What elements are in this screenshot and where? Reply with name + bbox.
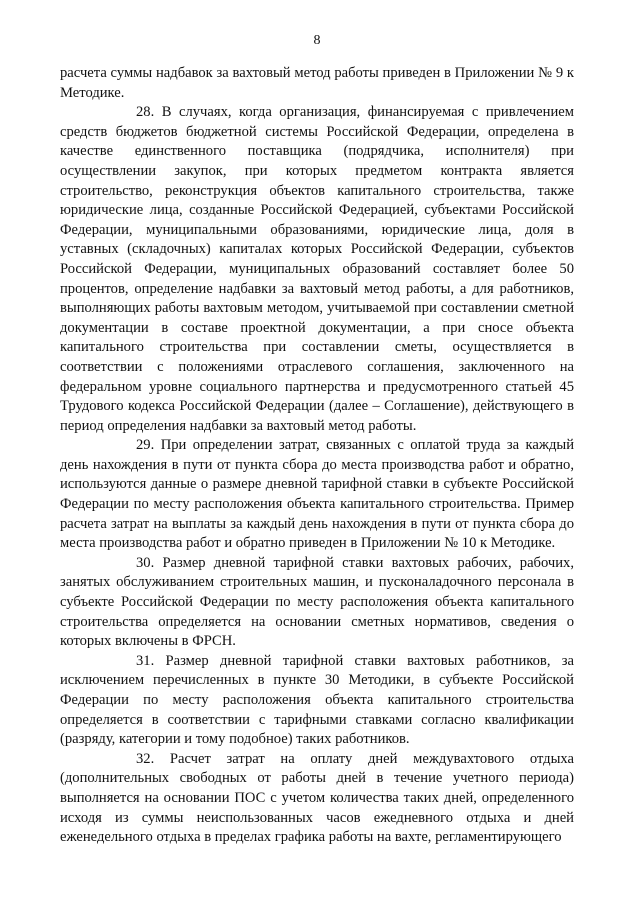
paragraph-text: Размер дневной тарифной ставки вахтовых работников, за исключением перечисленных в пункте 30 Методики, в субъекте Российской Федерации по месту расположения объекта капитального строительства определяется в соответствии с тарифными ставками согласно квалификации (разряду, категории и тому подобное) таких работников.: [60, 652, 574, 748]
paragraph-text: Размер дневной тарифной ставки вахтовых рабочих, рабочих, занятых обслуживанием строительных машин, и пусконаладочного персонала в субъекте Российской Федерации по месту расположения объекта капитального строительства определяется на основании сметных нормативов, сведения о которых включены в ФРСН.: [60, 554, 574, 650]
page-number: 8: [313, 33, 321, 48]
paragraph-28: [60, 103, 574, 436]
paragraph-29: [60, 436, 574, 554]
paragraph-text: При определении затрат, связанных с оплатой труда за каждый день нахождения в пути от пункта сбора до места производства работ и обратно, используются данные о размере дневной тарифной ставки в субъекте Российской Федерации по месту расположения объекта капитального строительства. Пример расчета затрат на выплаты за каждый день нахождения в пути от пункта сбора до места производства работ и обратно приведен в Приложении № 10 к Методике.: [60, 437, 575, 552]
paragraph-30: [60, 554, 574, 652]
paragraph-number: 28.: [136, 104, 155, 121]
paragraph-number: 29.: [136, 437, 155, 454]
paragraph-number: 30.: [136, 554, 155, 571]
paragraph-text: В случаях, когда организация, финансируемая с привлечением средств бюджетов бюджетной системы Российской Федерации, определена в качестве единственного поставщика (подрядчика, исполнителя) при осуществлении закупок, при которых предметом контракта является строительство, реконструкция объектов капитального строительства, также юридические лица, созданные Российской Федерацией, субъектами Российской Федерации, муниципальными образованиями, юридические лица, доля в уставных (складочных) капиталах которых Российской Федерации, субъектов Российской Федерации, муниципальных образований составляет более 50 процентов, определение надбавки за вахтовый метод работы, а для работников, выполняющих работы вахтовым методом, учитываемой при составлении сметной документации в составе проектной документации, а при сносе объекта капитального строительства при составлении сметы, осуществляется в соответствии с положениями отраслевого соглашения, заключенного на федеральном уровне социального партнерства и предусмотренного статьей 45 Трудового кодекса Российской Федерации (далее – Соглашение), действующего в период определения надбавки за вахтовый метод работы.: [60, 104, 574, 434]
paragraph-number: 31.: [136, 652, 155, 669]
paragraph-31: [60, 652, 574, 750]
paragraph-continuation: [60, 64, 574, 103]
paragraph-32: [60, 750, 574, 848]
paragraph-number: 32.: [136, 750, 155, 767]
paragraph-text: расчета суммы надбавок за вахтовый метод работы приведен в Приложении № 9 к Методике.: [60, 65, 574, 101]
paragraph-text: Расчет затрат на оплату дней междувахтового отдыха (дополнительных свободных от работы дней в течение учетного периода) выполняется на основании ПОС с учетом количества таких дней, определенного исходя из суммы неиспользованных часов ежедневного отдыха и дней еженедельного отдыха в пределах графика работы на вахте, регламентирующего: [60, 750, 574, 846]
